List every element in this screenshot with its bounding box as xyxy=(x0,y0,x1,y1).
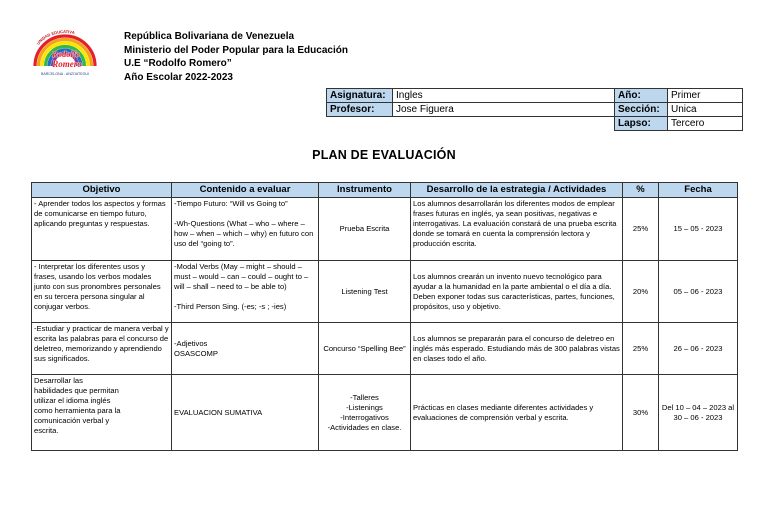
table-row xyxy=(32,323,738,375)
table-row xyxy=(32,261,738,323)
logo-arc-text: UNIDAD EDUCATIVA xyxy=(35,28,76,46)
info-blank-cell xyxy=(327,117,393,131)
cell-fecha: 26 – 06 - 2023 xyxy=(659,323,738,375)
info-row xyxy=(327,89,743,103)
header-line-year: Año Escolar 2022-2023 xyxy=(124,71,233,83)
logo-name-line2: Romero xyxy=(52,59,82,69)
anio-value: Primer xyxy=(668,89,743,103)
cell-contenido: -Adjetivos OSASCOMP xyxy=(172,323,319,375)
profesor-value: Jose Figuera xyxy=(393,103,615,117)
col-header-objetivo: Objetivo xyxy=(32,183,172,198)
cell-instrumento: -Talleres -Listenings -Interrogativos -Actividades en clase. xyxy=(319,375,411,451)
cell-contenido: -Modal Verbs (May – might – should – must – would – can – could – ought to – will – shall – need to – be able to) -Third Person Sing. (-es; -s ; -ies) xyxy=(172,261,319,323)
logo-bottom-text: BARCELONA - ANZOATEGUI xyxy=(40,72,90,76)
asignatura-label: Asignatura: xyxy=(327,89,393,103)
cell-desarrollo: Los alumnos se prepararán para el concurso de deletreo en inglés más esperado. Estudiando más de 300 palabras vistas en clases todo el año. xyxy=(411,323,623,375)
cell-objetivo: - Aprender todos los aspectos y formas de comunicarse en tiempo futuro, aplicando preguntas y respuestas. xyxy=(32,198,172,261)
info-row xyxy=(327,117,743,131)
cell-porcentaje: 25% xyxy=(623,198,659,261)
cell-objetivo: - Interpretar los diferentes usos y frases, usando los verbos modales junto con sus pronombres personales en su tercera persona singular al conjugar verbos. xyxy=(32,261,172,323)
cell-fecha: 15 – 05 - 2023 xyxy=(659,198,738,261)
info-row xyxy=(327,103,743,117)
cell-contenido: -Tiempo Futuro: “Will vs Going to” -Wh-Questions (What – who – where – how – when – which – why) en futuro con uso del “going to”. xyxy=(172,198,319,261)
info-blank-cell xyxy=(393,117,615,131)
col-header-fecha: Fecha xyxy=(659,183,738,198)
cell-objetivo: -Estudiar y practicar de manera verbal y escrita las palabras para el concurso de deletreo, memorizando y aprendiendo sus significados. xyxy=(32,323,172,375)
cell-desarrollo: Los alumnos desarrollarán los diferentes modos de emplear frases futuras en inglés, ya sean positivas, negativas e interrogativas. La evaluación constará de una prueba escrita donde se tomará en cuenta la comprensión lectora y producción escrita. xyxy=(411,198,623,261)
cell-contenido: EVALUACION SUMATIVA xyxy=(172,375,319,451)
table-row xyxy=(32,198,738,261)
cell-instrumento: Concurso “Spelling Bee” xyxy=(319,323,411,375)
school-logo xyxy=(30,28,100,78)
header-line-school: U.E “Rodolfo Romero” xyxy=(124,58,232,69)
table-row xyxy=(32,375,738,451)
col-header-contenido: Contenido a evaluar xyxy=(172,183,319,198)
cell-fecha: Del 10 – 04 – 2023 al 30 – 06 - 2023 xyxy=(659,375,738,451)
asignatura-value: Ingles xyxy=(393,89,615,103)
cell-objetivo: Desarrollar las habilidades que permitan utilizar el idioma inglés como herramienta para la comunicación verbal y escrita. xyxy=(32,375,172,451)
col-header-instrumento: Instrumento xyxy=(319,183,411,198)
lapso-label: Lapso: xyxy=(615,117,668,131)
cell-desarrollo: Los alumnos crearán un invento nuevo tecnológico para ayudar a la humanidad en la parte ambiental o el día a día. Deben exponer todas sus características, partes, funciones, propósitos, uso y objetivo. xyxy=(411,261,623,323)
cell-desarrollo: Prácticas en clases mediante diferentes actividades y evaluaciones de comprensión verbal y escrita. xyxy=(411,375,623,451)
anio-label: Año: xyxy=(615,89,668,103)
seccion-value: Unica xyxy=(668,103,743,117)
cell-instrumento: Prueba Escrita xyxy=(319,198,411,261)
cell-fecha: 05 – 06 - 2023 xyxy=(659,261,738,323)
cell-instrumento: Listening Test xyxy=(319,261,411,323)
page-title: PLAN DE EVALUACIÓN xyxy=(312,148,456,162)
info-table xyxy=(326,88,743,131)
cell-porcentaje: 25% xyxy=(623,323,659,375)
cell-porcentaje: 30% xyxy=(623,375,659,451)
table-header-row xyxy=(32,183,738,198)
header-line-ministry: Ministerio del Poder Popular para la Educación xyxy=(124,44,348,56)
col-header-porcentaje: % xyxy=(623,183,659,198)
rainbow-logo-icon xyxy=(30,28,100,78)
header-line-country: República Bolivariana de Venezuela xyxy=(124,31,295,42)
cell-porcentaje: 20% xyxy=(623,261,659,323)
school-header xyxy=(124,30,348,84)
lapso-value: Tercero xyxy=(668,117,743,131)
logo-name-line1: Rodolfo xyxy=(52,49,80,59)
profesor-label: Profesor: xyxy=(327,103,393,117)
seccion-label: Sección: xyxy=(615,103,668,117)
col-header-desarrollo: Desarrollo de la estrategia / Actividades xyxy=(411,183,623,198)
evaluation-plan-table xyxy=(31,182,738,451)
